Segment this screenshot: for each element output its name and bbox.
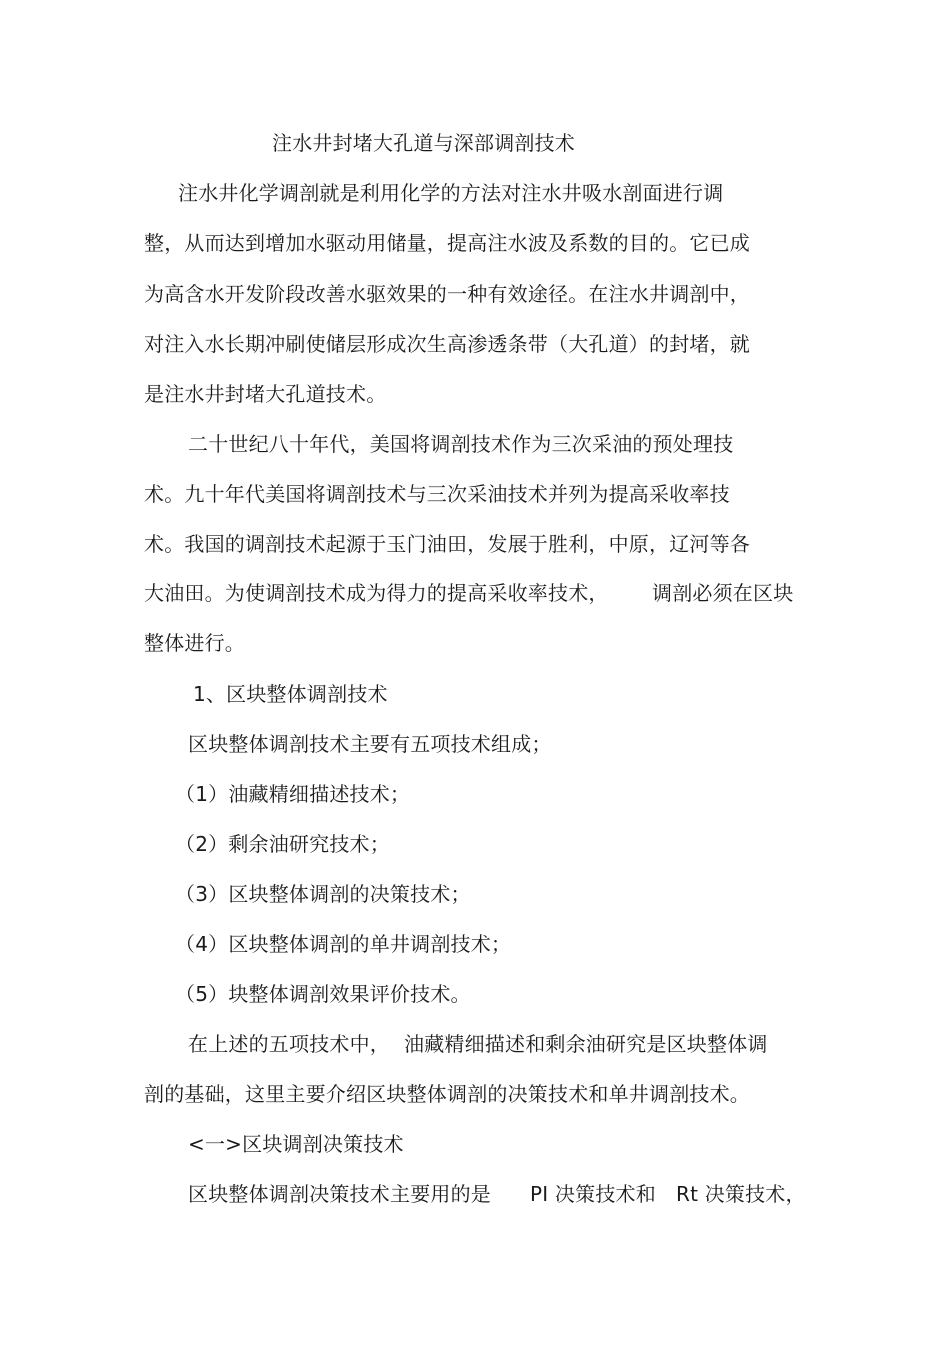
paragraph-1-line-2: 整，从而达到增加水驱动用储量，提高注水波及系数的目的。它已成	[144, 231, 750, 255]
list-item-1: （1）油藏精细描述技术；	[175, 782, 411, 806]
summary-line-2: 剖的基础，这里主要介绍区块整体调剖的决策技术和单井调剖技术。	[144, 1082, 750, 1106]
subsection-1-line-part-2: PI 决策技术和	[530, 1182, 656, 1206]
list-item-4: （4）区块整体调剖的单井调剖技术；	[175, 932, 512, 956]
list-item-5: （5）块整体调剖效果评价技术。	[175, 982, 471, 1006]
list-item-2: （2）剩余油研究技术；	[175, 832, 390, 856]
paragraph-1-line-5: 是注水井封堵大孔道技术。	[144, 382, 387, 406]
section-1-intro: 区块整体调剖技术主要有五项技术组成；	[188, 732, 552, 756]
paragraph-2-line-4a: 大油田。为使调剖技术成为得力的提高采收率技术，	[144, 581, 609, 605]
paragraph-1-line-3: 为高含水开发阶段改善水驱效果的一种有效途径。在注水井调剖中，	[144, 282, 750, 306]
list-item-3: （3）区块整体调剖的决策技术；	[175, 882, 471, 906]
section-1-heading: 1、区块整体调剖技术	[193, 682, 388, 706]
paragraph-2-line-4b: 调剖必须在区块	[652, 581, 794, 605]
paragraph-1-line-4: 对注入水长期冲刷使储层形成次生高渗透条带（大孔道）的封堵，就	[144, 332, 750, 356]
paragraph-2-line-3: 术。我国的调剖技术起源于玉门油田，发展于胜利，中原，辽河等各	[144, 532, 750, 556]
summary-line-1b: 油藏精细描述和剩余油研究是区块整体调	[404, 1032, 768, 1056]
paragraph-2-line-5: 整体进行。	[144, 631, 245, 655]
document-title: 注水井封堵大孔道与深部调剖技术	[272, 131, 575, 155]
paragraph-2-line-1: 二十世纪八十年代，美国将调剖技术作为三次采油的预处理技	[188, 432, 734, 456]
subsection-1-heading: <一>区块调剖决策技术	[188, 1132, 404, 1156]
subsection-1-line-part-3: Rt 决策技术，	[676, 1182, 806, 1206]
paragraph-1-line-1: 注水井化学调剖就是利用化学的方法对注水井吸水剖面进行调	[178, 181, 724, 205]
summary-line-1a: 在上述的五项技术中，	[188, 1032, 390, 1056]
paragraph-2-line-2: 术。九十年代美国将调剖技术与三次采油技术并列为提高采收率技	[144, 482, 730, 506]
subsection-1-line-part-1: 区块整体调剖决策技术主要用的是	[188, 1182, 491, 1206]
